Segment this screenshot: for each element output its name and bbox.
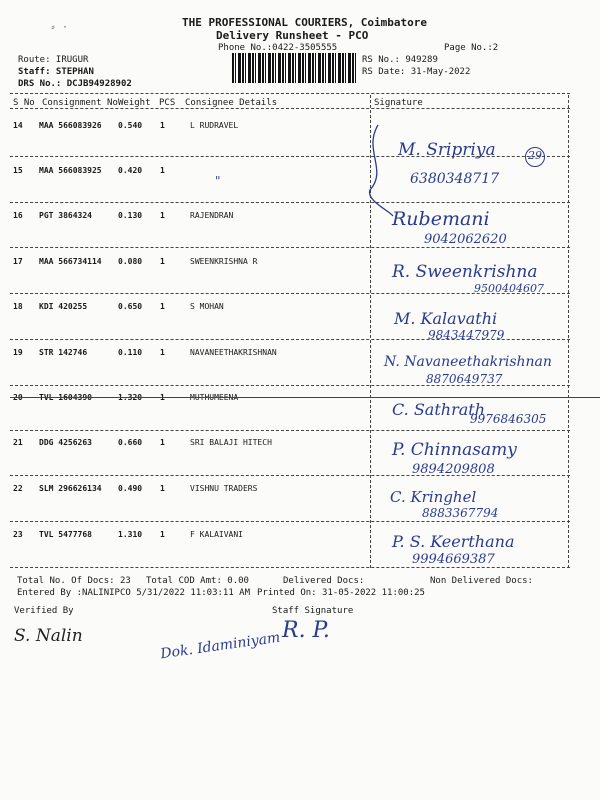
row-sno: 18 [13,302,23,311]
row-consignment: SLM 296626134 [39,484,102,493]
circled-number: 29 [528,149,542,162]
rs-date: RS Date: 31-May-2022 [362,67,471,77]
row-weight: 0.420 [118,166,143,175]
verified-signature: S. Nalin [14,626,83,646]
signature-r23: P. S. Keerthana [392,532,515,551]
phone-r18: 9843447979 [428,328,505,342]
row-weight: 1.320 [118,393,143,402]
table-row [0,166,600,176]
col-signature: Signature [374,98,423,108]
row-sno: 19 [13,348,23,357]
header-rule [10,108,570,109]
row-weight: 1.310 [118,530,143,539]
table-row [0,211,600,221]
phone-r22: 8883367794 [422,506,499,520]
row-pcs: 1 [160,211,165,220]
barcode [232,53,358,83]
staff: Staff: STEPHAN [18,67,94,77]
total-cod: Total COD Amt: 0.00 [146,576,249,586]
staff-signature: R. P. [282,618,330,643]
document-title: Delivery Runsheet - PCO [216,29,369,42]
row-consignee: F KALAIVANI [190,530,243,539]
row-rule [10,430,570,431]
row-sno: 20 [13,393,23,402]
row-pcs: 1 [160,121,165,130]
signature-r14: M. Sripriya [398,140,496,160]
route: Route: IRUGUR [18,55,89,65]
phone-r19: 8870649737 [426,372,503,386]
row-weight: 0.130 [118,211,143,220]
delivered-docs: Delivered Docs: [283,576,365,586]
row-consignee: SRI BALAJI HITECH [190,438,272,447]
printed-on: Printed On: 31-05-2022 11:00:25 [257,588,425,598]
row-consignee: S MOHAN [190,302,224,311]
verified-by-label: Verified By [14,606,74,616]
row-pcs: 1 [160,302,165,311]
signature-r17: R. Sweenkrishna [392,262,538,282]
row-consignee: MUTHUMEENA [190,393,239,402]
table-row [0,484,600,494]
phone-r15: 6380348717 [410,171,500,187]
row-weight: 0.650 [118,302,143,311]
signature-r21: P. Chinnasamy [392,440,517,460]
phone-r17: 9500404607 [474,282,544,295]
table-row [0,393,600,403]
non-delivered-docs: Non Delivered Docs: [430,576,533,586]
table-row [0,302,600,312]
row-consignee: L RUDRAVEL [190,121,239,130]
col-sno: S No [13,98,35,108]
row-consignment: MAA 566734114 [39,257,102,266]
row-consignment: PGT 3864324 [39,211,92,220]
row-pcs: 1 [160,438,165,447]
total-docs: Total No. Of Docs: 23 [17,576,131,586]
table-top-rule [10,93,570,94]
table-bottom-rule [10,567,570,568]
row-sno: 22 [13,484,23,493]
phone-r20: 9976846305 [470,412,547,426]
phone-r21: 9894209808 [412,462,495,477]
row-sno: 15 [13,166,23,175]
row-sno: 17 [13,257,23,266]
row-consignment: DDG 4256263 [39,438,92,447]
phone-r16: 9042062620 [424,232,507,247]
col-consignee: Consignee Details [185,98,278,108]
row-consignment: TVL 5477768 [39,530,92,539]
company-name: THE PROFESSIONAL COURIERS, Coimbatore [182,16,428,29]
row-sno: 21 [13,438,23,447]
row-sno: 23 [13,530,23,539]
row-consignment: STR 142746 [39,348,88,357]
row-sno: 16 [13,211,23,220]
stray-mark: ⸗ · [50,22,69,33]
row-consignee: VISHNU TRADERS [190,484,258,493]
row-sno: 14 [13,121,23,130]
row-rule [10,247,570,248]
row-pcs: 1 [160,530,165,539]
table-row [0,121,600,131]
row-consignment: MAA 566083926 [39,121,102,130]
signature-r22: C. Kringhel [390,488,477,506]
signature-r20: C. Sathrath [392,400,485,419]
phone-r23: 9994669387 [412,552,495,567]
signature-r18: M. Kalavathi [394,309,498,328]
handwritten-bracket [358,120,398,220]
row-consignee: NAVANEETHAKRISHNAN [190,348,277,357]
strike-line [10,397,600,398]
row-weight: 0.540 [118,121,143,130]
phone-number: Phone No.:0422-3505555 [218,43,338,53]
drs-number: DRS No.: DCJB94928902 [18,79,132,89]
row-weight: 0.490 [118,484,143,493]
row-weight: 0.110 [118,348,143,357]
row-consignee: RAJENDRAN [190,211,234,220]
row-rule [10,521,570,522]
row-pcs: 1 [160,166,165,175]
page-number: Page No.:2 [444,43,499,53]
col-weight: Weight [118,98,151,108]
extra-signature: Dok. Idaminiyam [159,629,282,663]
rs-number: RS No.: 949289 [362,55,438,65]
signature-r19: N. Navaneethakrishnan [384,354,552,370]
row-pcs: 1 [160,484,165,493]
staff-signature-label: Staff Signature [272,606,354,616]
row-consignee: SWEENKRISHNA R [190,257,258,266]
col-consignment: Consignment No [42,98,118,108]
col-pcs: PCS [159,98,176,108]
row-rule [10,202,570,203]
row-pcs: 1 [160,348,165,357]
signature-r16: Rubemani [392,208,490,230]
entered-by: Entered By :NALINIPCO 5/31/2022 11:03:11 AM [17,588,250,598]
row-consignment: MAA 566083925 [39,166,102,175]
row-weight: 0.660 [118,438,143,447]
row-pcs: 1 [160,257,165,266]
handwritten-mark: " [215,174,221,188]
row-pcs: 1 [160,393,165,402]
row-weight: 0.080 [118,257,143,266]
row-consignment: KDI 420255 [39,302,88,311]
row-consignment: TVL 1604390 [39,393,92,402]
